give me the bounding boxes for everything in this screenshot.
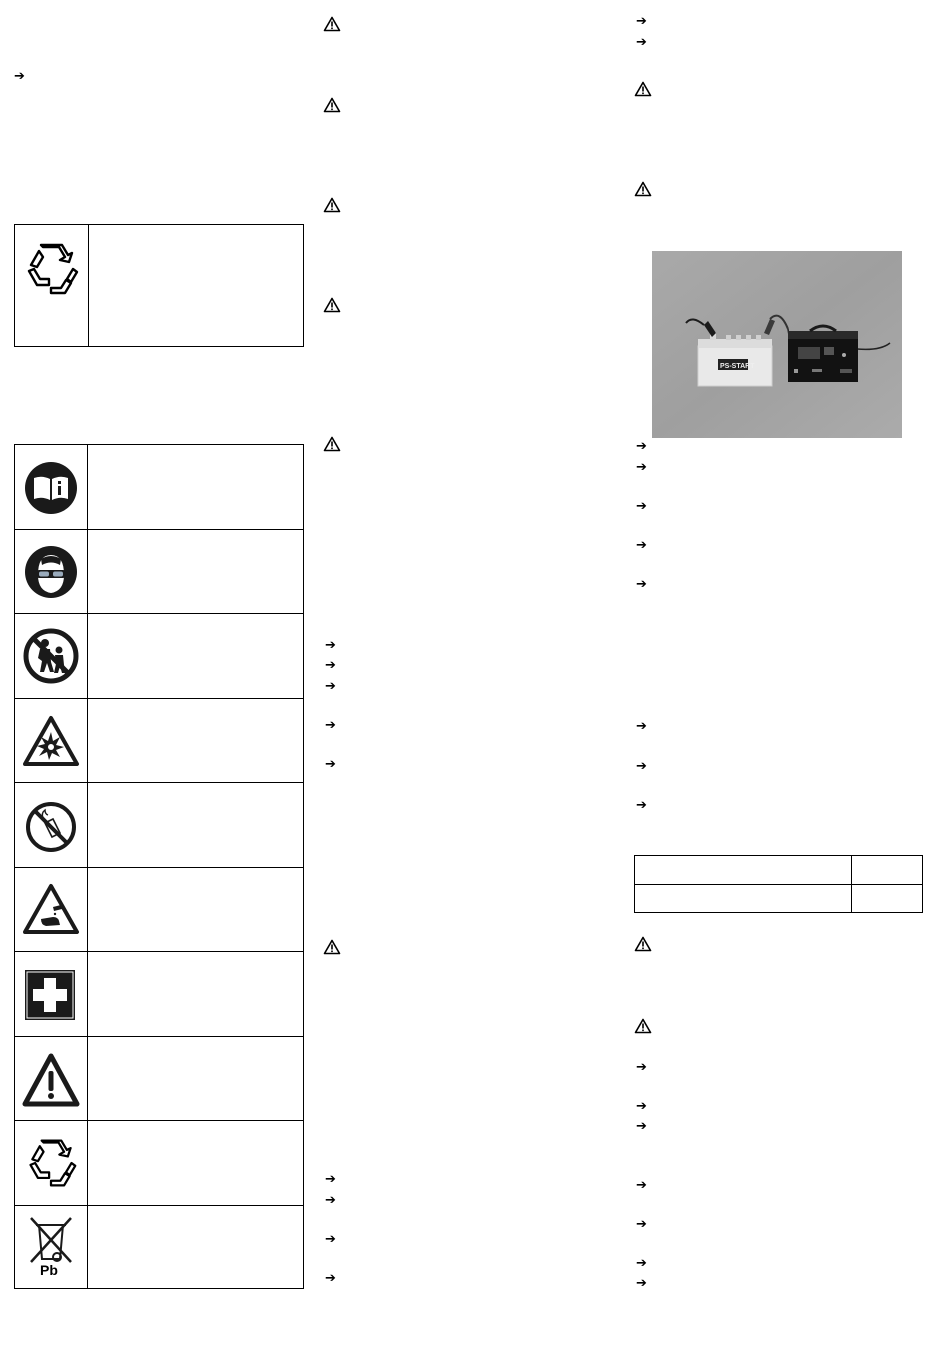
arrow-right-icon: ➔ xyxy=(325,1271,336,1286)
arrow-right-icon: ➔ xyxy=(14,69,25,84)
table-row-divider xyxy=(635,884,922,885)
arrow-right-icon: ➔ xyxy=(636,460,647,475)
no-open-flame-icon xyxy=(25,801,77,853)
recycling-icon-cell xyxy=(15,225,89,346)
arrow-right-icon: ➔ xyxy=(636,1178,647,1193)
no-household-disposal-icon xyxy=(25,1215,77,1281)
arrow-right-icon: ➔ xyxy=(636,14,647,29)
arrow-right-icon: ➔ xyxy=(325,718,336,733)
warning-triangle-icon xyxy=(634,81,652,97)
arrow-right-icon: ➔ xyxy=(325,1193,336,1208)
explosive-gases-icon xyxy=(22,715,80,767)
arrow-right-icon: ➔ xyxy=(325,638,336,653)
row-divider xyxy=(15,867,303,868)
arrow-right-icon: ➔ xyxy=(636,1217,647,1232)
row-divider xyxy=(15,1120,303,1121)
battery-charger-photo xyxy=(652,251,902,438)
arrow-right-icon: ➔ xyxy=(325,679,336,694)
general-caution-icon xyxy=(22,1053,80,1107)
arrow-right-icon: ➔ xyxy=(636,1276,647,1291)
keep-away-from-children-icon xyxy=(23,628,79,684)
arrow-right-icon: ➔ xyxy=(636,538,647,553)
specs-table xyxy=(634,855,923,913)
row-divider xyxy=(15,613,303,614)
warning-triangle-icon xyxy=(323,16,341,32)
table-column-divider xyxy=(851,856,852,912)
arrow-right-icon: ➔ xyxy=(636,35,647,50)
row-divider xyxy=(15,698,303,699)
arrow-right-icon: ➔ xyxy=(636,439,647,454)
safety-symbols-table xyxy=(14,444,304,1289)
arrow-right-icon: ➔ xyxy=(636,719,647,734)
arrow-right-icon: ➔ xyxy=(636,1060,647,1075)
row-divider xyxy=(15,951,303,952)
warning-triangle-icon xyxy=(323,436,341,452)
arrow-right-icon: ➔ xyxy=(636,798,647,813)
warning-triangle-icon xyxy=(323,97,341,113)
warning-triangle-icon xyxy=(323,297,341,313)
row-divider xyxy=(15,1205,303,1206)
arrow-right-icon: ➔ xyxy=(325,1232,336,1247)
recycle-icon xyxy=(23,1135,79,1191)
arrow-right-icon: ➔ xyxy=(636,499,647,514)
arrow-right-icon: ➔ xyxy=(636,1119,647,1134)
lead-label: Pb xyxy=(40,1262,58,1278)
warning-triangle-icon xyxy=(634,181,652,197)
warning-triangle-icon xyxy=(323,197,341,213)
first-aid-icon xyxy=(24,969,76,1021)
recycle-icon xyxy=(21,239,81,299)
arrow-right-icon: ➔ xyxy=(636,1256,647,1271)
warning-triangle-icon xyxy=(634,1018,652,1034)
row-divider xyxy=(15,782,303,783)
row-divider xyxy=(15,529,303,530)
arrow-right-icon: ➔ xyxy=(636,759,647,774)
battery-label: PS-START xyxy=(720,363,755,370)
row-divider xyxy=(15,1036,303,1037)
arrow-right-icon: ➔ xyxy=(636,577,647,592)
warning-triangle-icon xyxy=(634,936,652,952)
wear-eye-protection-icon xyxy=(24,545,78,599)
warning-triangle-icon xyxy=(323,939,341,955)
arrow-right-icon: ➔ xyxy=(325,658,336,673)
read-manual-icon xyxy=(24,461,78,515)
arrow-right-icon: ➔ xyxy=(325,757,336,772)
arrow-right-icon: ➔ xyxy=(636,1099,647,1114)
corrosive-acid-icon xyxy=(22,883,80,935)
arrow-right-icon: ➔ xyxy=(325,1172,336,1187)
recycling-notice-box xyxy=(14,224,304,347)
